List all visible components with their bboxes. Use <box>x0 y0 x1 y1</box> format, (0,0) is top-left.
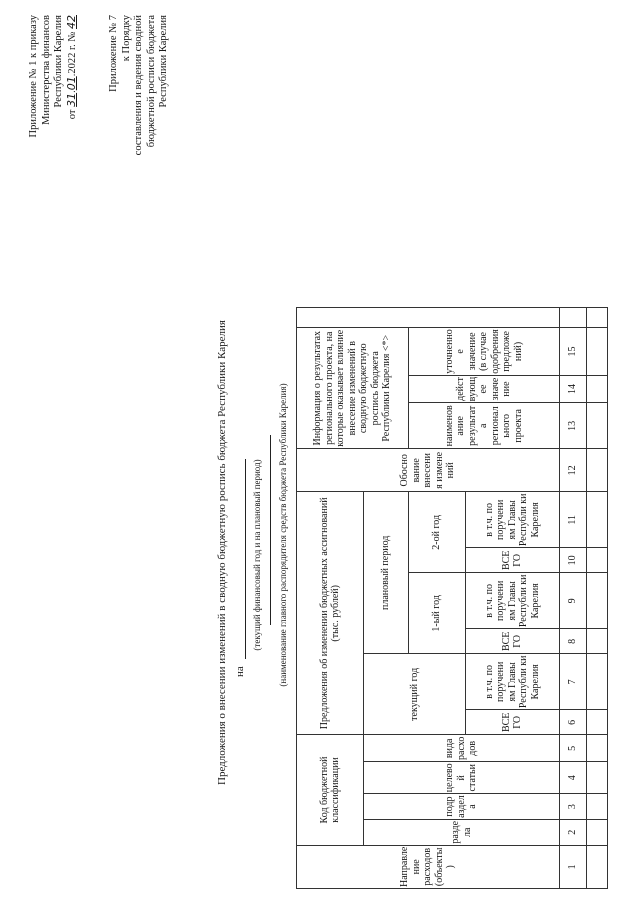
col-number-4: 4 <box>560 762 587 794</box>
col-number-11: 11 <box>560 492 587 548</box>
col-number-6: 6 <box>560 710 587 735</box>
header-expense-type: вида расхо дов <box>364 735 560 762</box>
col-number-7: 7 <box>560 654 587 710</box>
col-number-13: 13 <box>560 403 587 449</box>
appendix-line-4: бюджетной росписи бюджета <box>145 15 157 148</box>
na-prefix: на <box>234 666 246 677</box>
appendix-line-5: Республики Карелия <box>158 15 169 108</box>
manager-caption: (наименование главного распорядителя средств бюджета Республики Карелия) <box>278 383 288 687</box>
header-proposals: Предложения об изменении бюджетных ассигнований (тыс. рублей) <box>297 492 364 735</box>
appendix-line-1: Приложение № 7 <box>108 15 119 92</box>
header-updated-value: уточненно е значение (в случае одобрения предложе ний) <box>409 328 560 376</box>
date-day: 31 <box>64 92 78 107</box>
appendix-line-3: составления и ведения сводной <box>133 15 144 156</box>
header-current-value: дейст вующ ее значе ние <box>409 375 560 403</box>
col-number-15: 15 <box>560 328 587 376</box>
date-month: 01 <box>64 76 78 91</box>
period-caption: (текущий финансовый год и на плановый период) <box>252 459 262 651</box>
manager-blank-line <box>268 435 271 625</box>
header-current-year: текущий год <box>364 654 466 735</box>
col-number-spare <box>560 308 587 328</box>
table-row <box>587 308 608 889</box>
header-total-current: ВСЕ ГО <box>465 710 559 735</box>
header-justification: Обосно вание внесени я измене ний <box>297 449 560 492</box>
appendix-header <box>108 15 171 215</box>
col-number-9: 9 <box>560 573 587 629</box>
period-blank-line <box>232 459 246 659</box>
order-number: 42 <box>64 15 78 29</box>
document-title: Предложения о внесении изменений в сводную бюджетную роспись бюджета Республики Карелия <box>216 320 228 785</box>
order-line-2: Министерства финансов <box>40 15 52 125</box>
order-date-line: от 31.01.2022 г. № 42 <box>64 15 78 120</box>
col-number-2: 2 <box>560 819 587 845</box>
col-number-3: 3 <box>560 794 587 820</box>
col-number-12: 12 <box>560 449 587 492</box>
order-line-3: Республики Карелия <box>53 15 64 108</box>
proposals-table <box>296 307 608 889</box>
header-spare <box>297 308 560 328</box>
col-number-5: 5 <box>560 735 587 762</box>
header-target-item: целево й статьи <box>364 762 560 794</box>
header-project-info: Информация о результатах регионального проекта, на которые оказывает влияние внесение изменений в сводную бюджетную роспись бюджета Республики Карелия <*> <box>297 328 409 449</box>
col-number-10: 10 <box>560 548 587 573</box>
header-budget-code: Код бюджетной классификации <box>297 735 364 845</box>
order-header <box>28 15 79 215</box>
order-line-1: Приложение № 1 к приказу <box>28 15 39 138</box>
col-number-8: 8 <box>560 629 587 654</box>
header-direction: Направле ние расходов (объекты ) <box>297 845 560 888</box>
appendix-line-2: к Порядку <box>120 15 132 62</box>
header-year-2: 2-ой год <box>409 492 466 573</box>
col-number-14: 14 <box>560 375 587 403</box>
header-total-year2: ВСЕ ГО <box>465 548 559 573</box>
header-result-name: наименов ание результат а регионал ьного проекта <box>409 403 560 449</box>
header-total-year1: ВСЕ ГО <box>465 629 559 654</box>
col-number-1: 1 <box>560 845 587 888</box>
header-incl-current: в т.ч. по поручени ям Главы Республи ки Карелия <box>465 654 559 710</box>
header-year-1: 1-ый год <box>409 573 466 654</box>
header-section: разде ла <box>364 819 560 845</box>
header-incl-year1: в т.ч. по поручени ям Главы Республи ки Карелия <box>465 573 559 629</box>
header-planned-period: плановый период <box>364 492 409 654</box>
header-subsection: подр аздел а <box>364 794 560 820</box>
header-incl-year2: в т.ч. по поручени ям Главы Республи ки Карелия <box>465 492 559 548</box>
